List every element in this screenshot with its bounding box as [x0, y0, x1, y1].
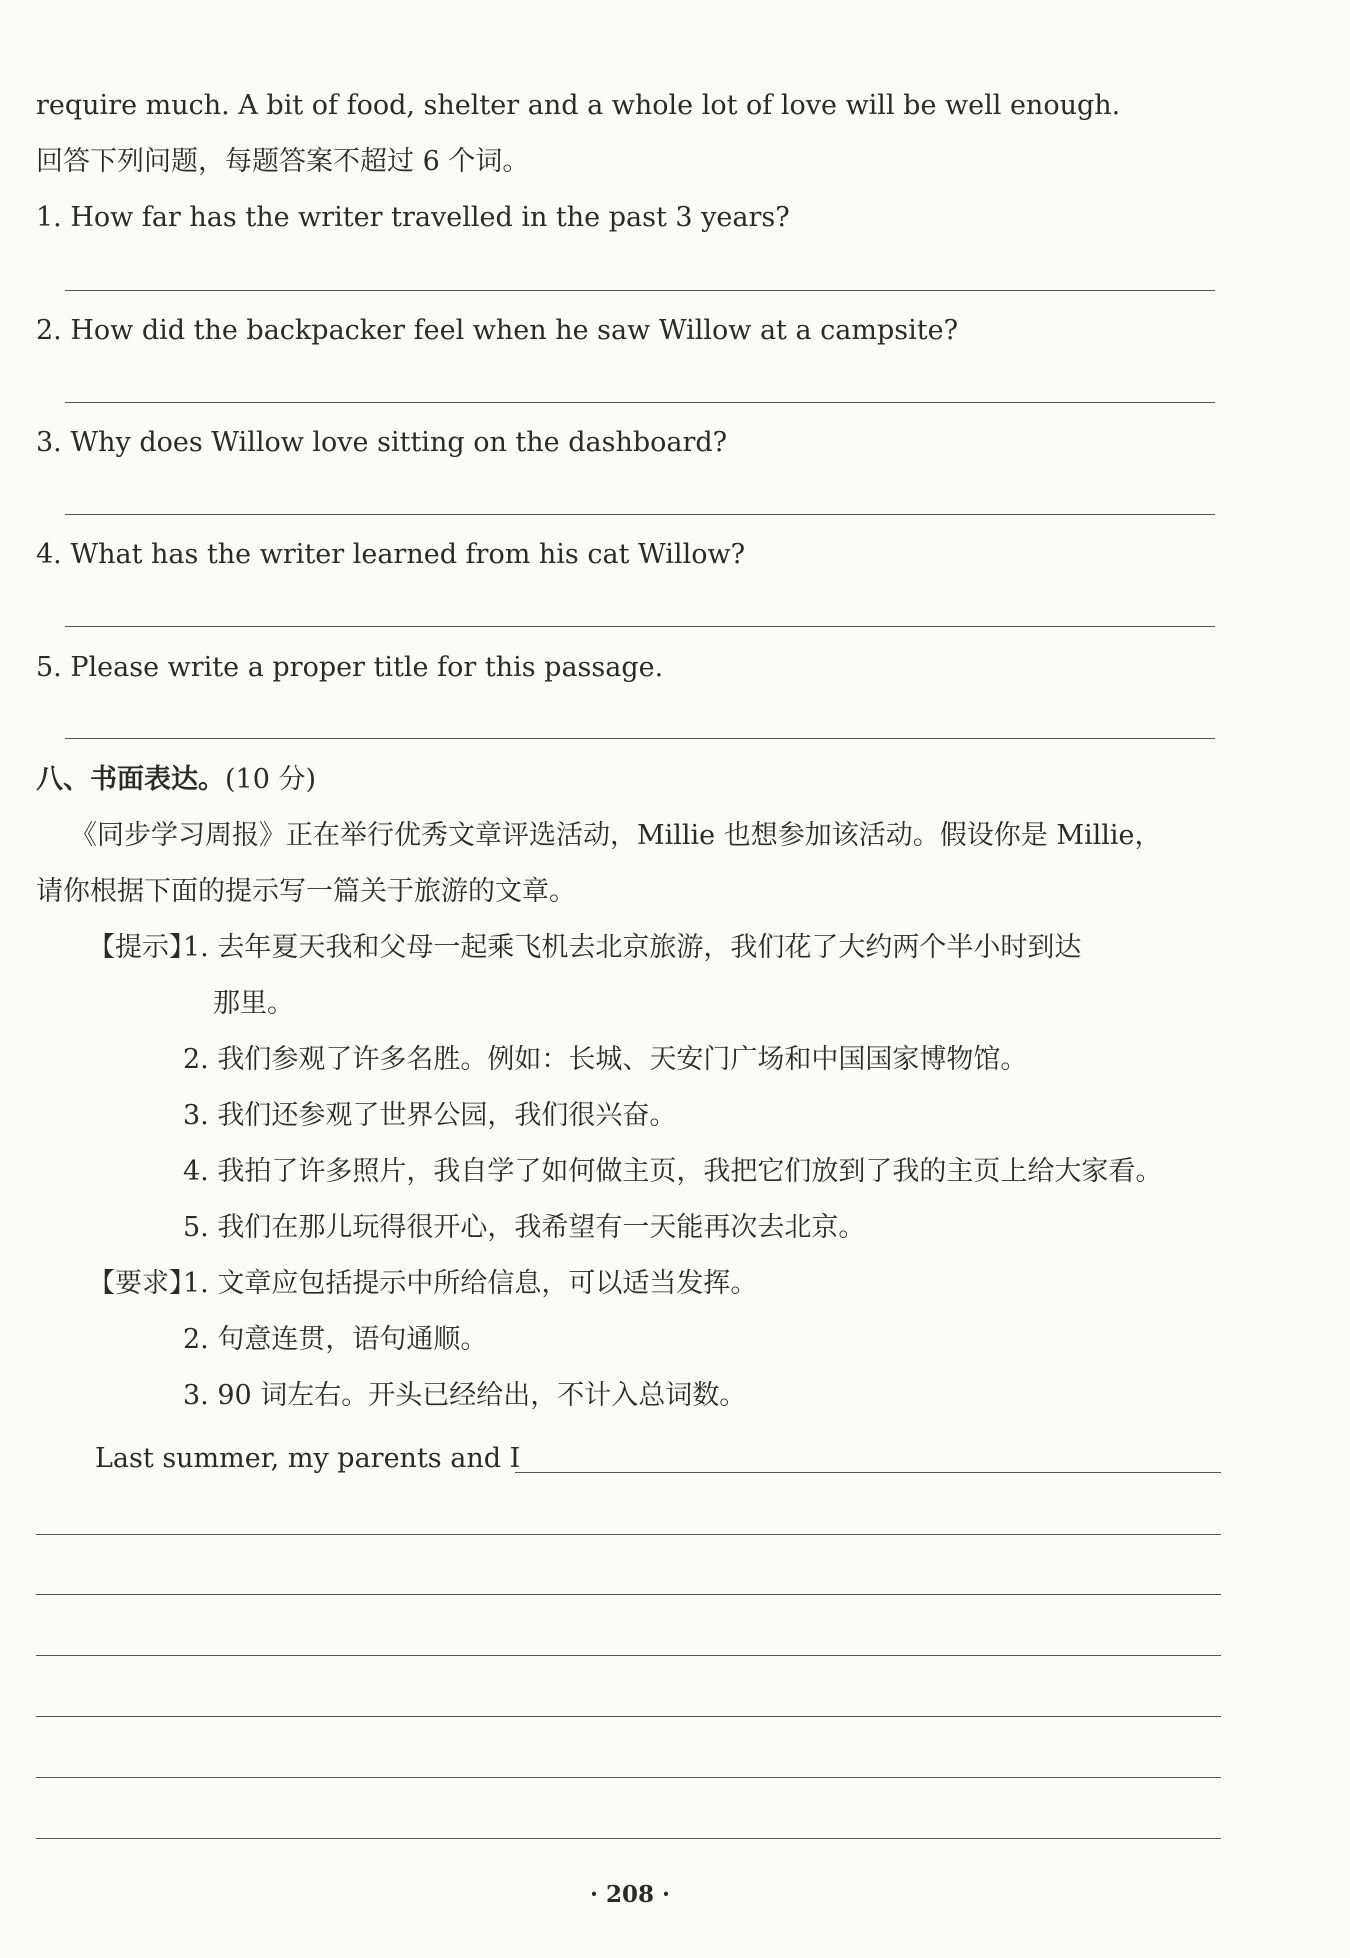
answer-line-1[interactable]	[65, 290, 1215, 291]
answer-line-5[interactable]	[65, 738, 1215, 739]
requirement-1: 1. 文章应包括提示中所给信息，可以适当发挥。	[183, 1268, 758, 1299]
question-3: 3. Why does Willow love sitting on the dashboard?	[36, 427, 728, 458]
passage-end: require much. A bit of food, shelter and a whole lot of love will be well enough.	[36, 90, 1121, 121]
answer-line-2[interactable]	[65, 402, 1215, 403]
hint-label: 【提示】	[88, 932, 196, 963]
essay-line-7[interactable]	[36, 1838, 1221, 1839]
essay-line-1[interactable]	[515, 1472, 1221, 1473]
section-8-intro-line-1: 《同步学习周报》正在举行优秀文章评选活动，Millie 也想参加该活动。假设你是 Millie，	[70, 820, 1162, 851]
hint-1-continued: 那里。	[213, 988, 294, 1019]
section-8-heading	[36, 762, 316, 798]
hint-2: 2. 我们参观了许多名胜。例如：长城、天安门广场和中国国家博物馆。	[183, 1044, 1028, 1075]
requirement-2: 2. 句意连贯，语句通顺。	[183, 1324, 488, 1355]
question-1: 1. How far has the writer travelled in the past 3 years?	[36, 202, 790, 233]
essay-line-6[interactable]	[36, 1777, 1221, 1778]
hint-4: 4. 我拍了许多照片，我自学了如何做主页，我把它们放到了我的主页上给大家看。	[183, 1156, 1163, 1187]
essay-line-2[interactable]	[36, 1534, 1221, 1535]
section-8-title: 八、书面表达。	[36, 764, 225, 795]
section-8-intro-line-2: 请你根据下面的提示写一篇关于旅游的文章。	[36, 876, 576, 907]
question-2: 2. How did the backpacker feel when he saw Willow at a campsite?	[36, 315, 959, 346]
hint-1: 1. 去年夏天我和父母一起乘飞机去北京旅游，我们花了大约两个半小时到达	[183, 932, 1082, 963]
answer-instruction: 回答下列问题，每题答案不超过 6 个词。	[36, 146, 530, 177]
question-4: 4. What has the writer learned from his cat Willow?	[36, 539, 746, 570]
requirement-3: 3. 90 词左右。开头已经给出，不计入总词数。	[183, 1380, 747, 1411]
essay-line-4[interactable]	[36, 1655, 1221, 1656]
essay-line-3[interactable]	[36, 1594, 1221, 1595]
essay-line-5[interactable]	[36, 1716, 1221, 1717]
question-5: 5. Please write a proper title for this passage.	[36, 652, 664, 683]
section-8-score: (10 分)	[225, 764, 317, 795]
page-number: · 208 ·	[589, 1881, 671, 1908]
answer-line-3[interactable]	[65, 514, 1215, 515]
requirement-label: 【要求】	[88, 1268, 196, 1299]
essay-opening: Last summer, my parents and I	[95, 1443, 521, 1474]
answer-line-4[interactable]	[65, 626, 1215, 627]
hint-3: 3. 我们还参观了世界公园，我们很兴奋。	[183, 1100, 677, 1131]
hint-5: 5. 我们在那儿玩得很开心，我希望有一天能再次去北京。	[183, 1212, 866, 1243]
